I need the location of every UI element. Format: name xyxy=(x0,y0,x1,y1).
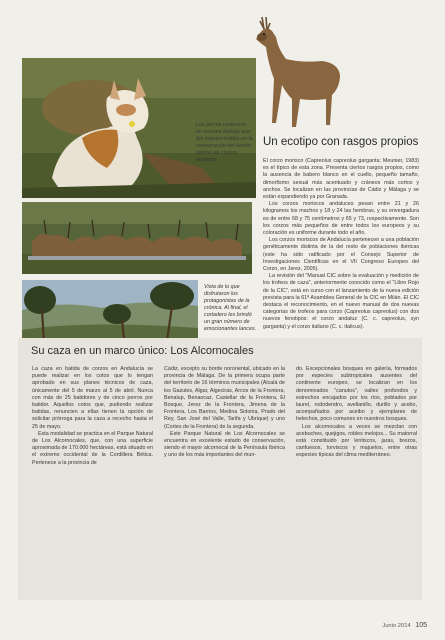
caza-paragraph: La caza en batida de corzos en Andalucía se puede realizar en los cotos que lo tengan aprobado en sus planes técnicos de caza, únicamente del 5 de marzo al 5 de abril. Nunca con más de 25 batidores y de cinco perros por batidor. Aquellos cotos que, pudiendo realizar batidas, renuncien a ellas tienen la opción de solicitar prórroga para la caza a rececho hasta el 25 de mayo. xyxy=(32,366,153,430)
page-number: 105 xyxy=(415,622,427,629)
photo-trophies xyxy=(22,202,252,274)
ecotipo-paragraph: El corzo morisco (Capreolus capreolus garganta; Meunier, 1983) es el típico de esta zona. Presenta ciertos rasgos propios, como la ausencia de babero blanco en el cuello, pequeño tamaño, dimorfismo sexual más acentuado y cráneos más cortos y anchos. Se localizan en las provincias de Cádiz y Málaga y se están expandiendo ya por Granada. xyxy=(263,158,419,201)
photo-caption-landscape: Vista de lo que disfrutaron los protagonistas de la crónica. Al final, el cortadero les brindó un gran número de emocionantes lances. xyxy=(204,284,257,332)
caza-paragraph: do. Excepcionales bosques en galería, formados por especies subtropicales ausentes del continente europeo, se localizan en los denominados "canutos", valles profundos y estrechos encajados por los ríos, poblados por laurel, rododendro, avellanillo, durillo y acebo, acompañados por aceibo y ejemplares de helechos, poco comunes en nuestros bosques. xyxy=(296,366,417,423)
section-title-ecotipo: Un ecotipo con rasgos propios xyxy=(263,136,419,148)
ecotipo-article-column xyxy=(263,158,419,331)
caza-paragraph: Esta modalidad se practica en el Parque Natural de Los Alcornocales, que, con una superficie aproximada de 170.000 hectáreas, está situado en el extremo occidental de la Cordillera Bética. Pertenece a la provincia de xyxy=(32,430,153,466)
caza-column-2 xyxy=(164,366,285,460)
section-title-caza: Su caza en un marco único: Los Alcornocales xyxy=(31,345,254,357)
page-footer xyxy=(382,622,427,629)
photo-roe-deer xyxy=(242,15,347,135)
caza-column-1 xyxy=(32,366,153,467)
ecotipo-paragraph: La revisión del "Manual CIC sobre la evaluación y medición de los trofeos de caza", anteriormente conocido como el "Libro Rojo de la CIC", está en curso con el lanzamiento de la nueva edición prevista para la 61ª Asamblea General de la CIC en Milán. El CIC destaca el reconocimiento, en el nuevo manual de dos nuevas categorías de trofeos para corzo (Capreolus capreolus) con dos nuevos fenotipos: el corzo andaluz (C. c. capreolus, syn garganta) y el corzo italiano (C. c. italicus). xyxy=(263,273,419,330)
caza-paragraph: Cádiz, excepto su borde nororiental, ubicado en la provincia de Málaga. De la primera ocupa parte del territorio de 16 términos municipales (Alcalá de los Gazules, Algar, Algeciras, Arcos de la Frontera, Benalup, Benaocaz, Castellar de la Frontera, El Bosque, Jerez de la Frontera, Jimena de la Frontera, Los Barrios, Medina Sidonia, Prado del Rey, San José del Valle, Tarifa y Ubrique) y uno (Cortes de la Frontera) de la segunda. xyxy=(164,366,285,430)
ecotipo-paragraph: Los corzos moriscos de Andalucía pertenecen a una población genéticamente distinta de la del resto de poblaciones ibéricas (este ha sido ratificado por el Consejo Superior de Investigaciones Científicas en el VII Congreso Europeo del Corzo, en Jerez, 2005). xyxy=(263,237,419,273)
photo-caption-dogs: Los perros realizaron un enorme trabajo que fue imprescindible en la consecución del bonito plantel de corzos abatidos. xyxy=(196,122,253,163)
ecotipo-paragraph: Los corzos moriscos andaluces pesan entre 21 y 26 kilogramos los machos y 18 y 24 las hembras, y su envergadura es de entre 68 y 75 centímetros y 65 y 73, respectivamente. Son los corzos más pequeños de entre todos los europeos y su coloración es uniforme durante todo el año. xyxy=(263,201,419,237)
caza-column-3 xyxy=(296,366,417,460)
issue-date: Junio 2014 xyxy=(382,623,411,629)
caza-paragraph: Este Parque Natural de Los Alcornocales se encuentra en excelente estado de conservación, siendo el mayor alcornocal de la Península Ibérica y uno de los más importantes del mun- xyxy=(164,430,285,459)
caza-paragraph: Los alcornocales a veces se mezclan con acebuches, quejigos, robles melojos... Su matorral está constituido por lentiscos, jaras, brezos, canfuesos, torviscos y majuelos, entre otras especies típicas del clima mediterráneo. xyxy=(296,423,417,459)
